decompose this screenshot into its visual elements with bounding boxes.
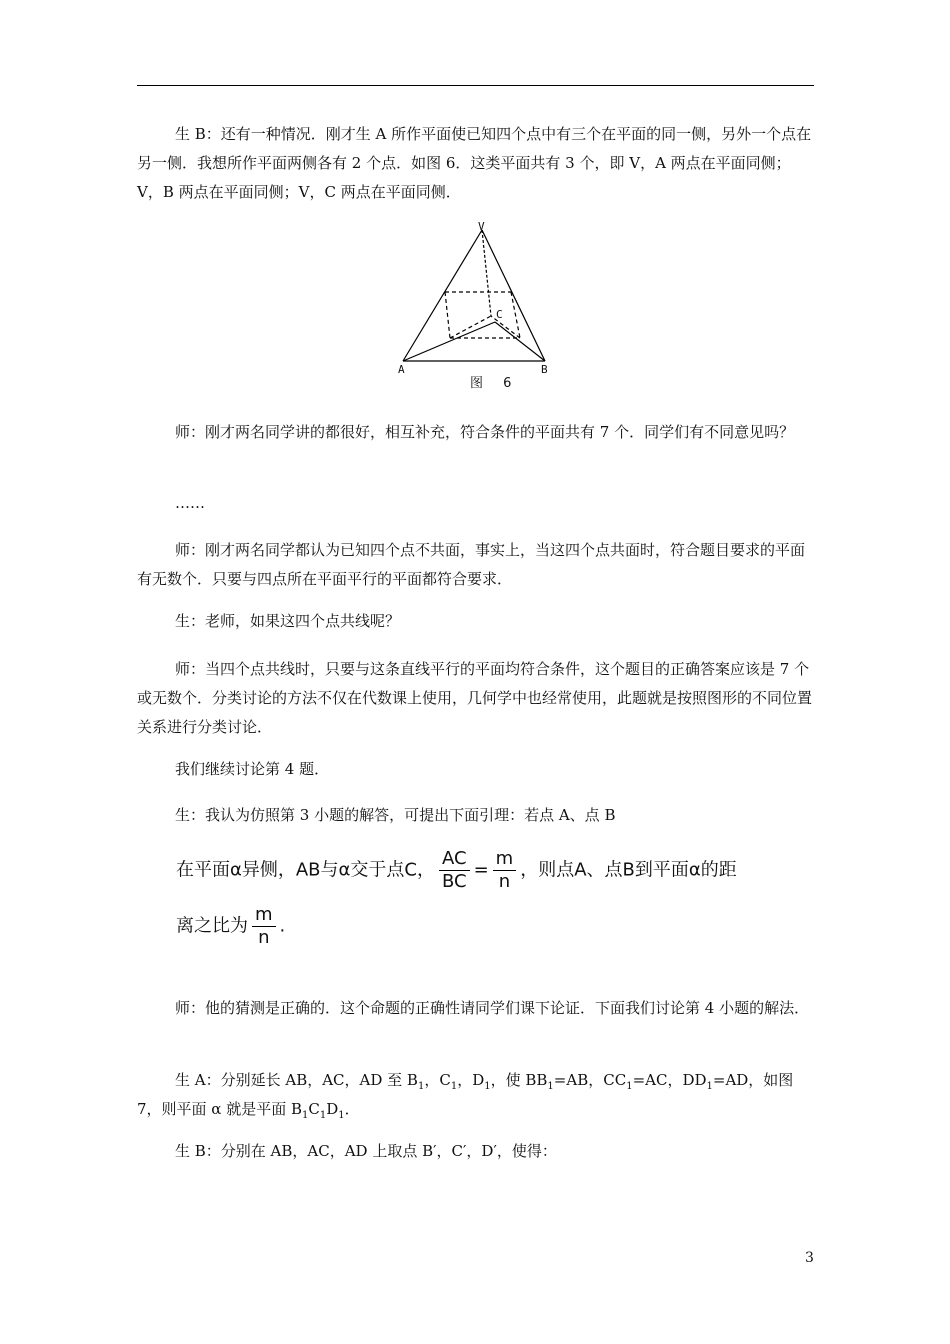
paragraph-ellipsis: …… [175, 494, 205, 512]
paragraph-teacher-3: 师：当四个点共线时，只要与这条直线平行的平面均符合条件，这个题目的正确答案应该是 7 个或无数个．分类讨论的方法不仅在代数课上使用，几何学中也经常使用，此题就是按照图形的不同位置关系进行分类讨论． [137, 660, 813, 736]
vertex-label-c: C [496, 308, 503, 321]
vertex-label-a: A [398, 363, 405, 376]
paragraph-teacher-4: 师：他的猜测是正确的．这个命题的正确性请同学们课下论证．下面我们讨论第 4 小题的解法． [175, 999, 810, 1017]
lemma-line-2: 离之比为 $\frac{m}{n}$ . [176, 904, 286, 948]
vertex-label-v: V [478, 220, 485, 233]
fraction-m-n-2: $\frac{m}{n}$ [252, 904, 276, 949]
fraction-ac-bc: $\frac{AC}{BC}$ [439, 848, 470, 893]
pyramid-diagram [395, 220, 560, 395]
paragraph-teacher-2: 师：刚才两名同学都认为已知四个点不共面，事实上，当这四个点共面时，符合题目要求的平面有无数个．只要与四点所在平面平行的平面都符合要求． [137, 541, 806, 588]
lemma-line-1: 在平面α异侧，AB与α交于点C， $\frac{AC}{BC}$ = $\frac{m}{n}$ ，则点A、点B到平面α的距 [176, 848, 737, 892]
paragraph-student-b-2: 生 B：分别在 AB，AC，AD 上取点 B′，C′，D′，使得： [175, 1142, 557, 1160]
paragraph-teacher-1: 师：刚才两名同学讲的都很好，相互补充，符合条件的平面共有 7 个．同学们有不同意见吗？ [175, 423, 795, 441]
paragraph-student-question: 生：老师，如果这四个点共线呢？ [175, 612, 401, 630]
figure-caption: 图 6 [470, 376, 520, 391]
paragraph-student-b: 生 B：还有一种情况．刚才生 A 所作平面使已知四个点中有三个在平面的同一侧，另外一个点在另一侧．我想所作平面两侧各有 2 个点．如图 6．这类平面共有 3 个，即 V，A 两点在平面同侧；V，B 两点在平面同侧；V，C 两点在平面同侧． [137, 125, 812, 201]
figure-6 [395, 220, 560, 395]
paragraph-continue: 我们继续讨论第 4 题． [175, 760, 330, 778]
paragraph-student-a: 生 A：分别延长 AB，AC，AD 至 $B_1$，$C_1$，$D_1$，使 $BB_1=AB$，$CC_1=AC$，$DD_1=AD$，如图 7，则平面 α 就是平面 $B_1C_1D_1$． [137, 1071, 794, 1121]
page-number: 3 [805, 1250, 814, 1266]
vertex-label-b: B [541, 363, 548, 376]
header-rule [137, 85, 814, 86]
fraction-m-n: $\frac{m}{n}$ [493, 848, 517, 893]
paragraph-student-lemma: 生：我认为仿照第 3 小题的解答，可提出下面引理：若点 A、点 B [175, 806, 616, 824]
